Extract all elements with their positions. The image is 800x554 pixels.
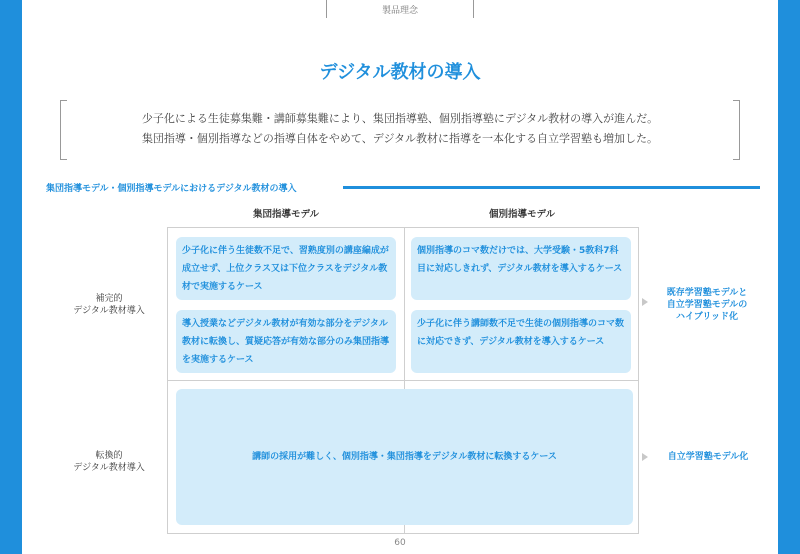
outcome-line: 自立学習塾モデルの: [666, 300, 748, 310]
row-label-line: 転換的: [95, 451, 123, 461]
outcome-line: 既存学習塾モデルと: [666, 288, 748, 298]
intro-line-2: 集団指導・個別指導などの指導自体をやめて、デジタル教材に指導を一本化する自立学習塾も増加した。: [141, 132, 659, 145]
row-label-complementary: [55, 293, 163, 317]
row-label-line: デジタル教材導入: [73, 463, 145, 473]
row-label-line: 補完的: [95, 294, 123, 304]
chapter-tab: 製品理念: [326, 0, 474, 18]
case-individual-1: 個別指導のコマ数だけでは、大学受験・5教科7科目に対応しきれず、デジタル教材を導入するケース: [411, 237, 631, 300]
intro-text: [60, 109, 740, 149]
intro-block: [60, 100, 740, 158]
column-header-group: 集団指導モデル: [252, 209, 320, 220]
case-group-2: 導入授業などデジタル教材が有効な部分をデジタル教材に転換し、質疑応答が有効な部分のみ集団指導を実施するケース: [176, 310, 396, 373]
matrix-divider-horizontal: [168, 380, 638, 381]
case-conversion: 講師の採用が難しく、個別指導・集団指導をデジタル教材に転換するケース: [176, 389, 633, 525]
section-heading: 集団指導モデル・個別指導モデルにおけるデジタル教材の導入: [46, 184, 297, 194]
outcome-hybrid: [652, 287, 762, 323]
page-number: 60: [394, 538, 406, 548]
intro-line-1: 少子化による生徒募集難・講師募集難により、集団指導塾、個別指導塾にデジタル教材の導入が進んだ。: [141, 112, 659, 125]
case-group-1: 少子化に伴う生徒数不足で、習熟度別の講座編成が成立せず、上位クラス又は下位クラスをデジタル教材で実施するケース: [176, 237, 396, 300]
outcome-line: ハイブリッド化: [675, 312, 738, 322]
arrow-right-icon: [642, 453, 648, 461]
case-individual-2: 少子化に伴う講師数不足で生徒の個別指導のコマ数に対応できず、デジタル教材を導入するケース: [411, 310, 631, 373]
arrow-right-icon: [642, 298, 648, 306]
section-rule: [343, 186, 760, 189]
row-label-conversion: [55, 450, 163, 474]
column-header-individual: 個別指導モデル: [488, 209, 556, 220]
row-label-line: デジタル教材導入: [73, 306, 145, 316]
page-title: デジタル教材の導入: [319, 62, 481, 83]
outcome-self-study: 自立学習塾モデル化: [667, 452, 749, 462]
